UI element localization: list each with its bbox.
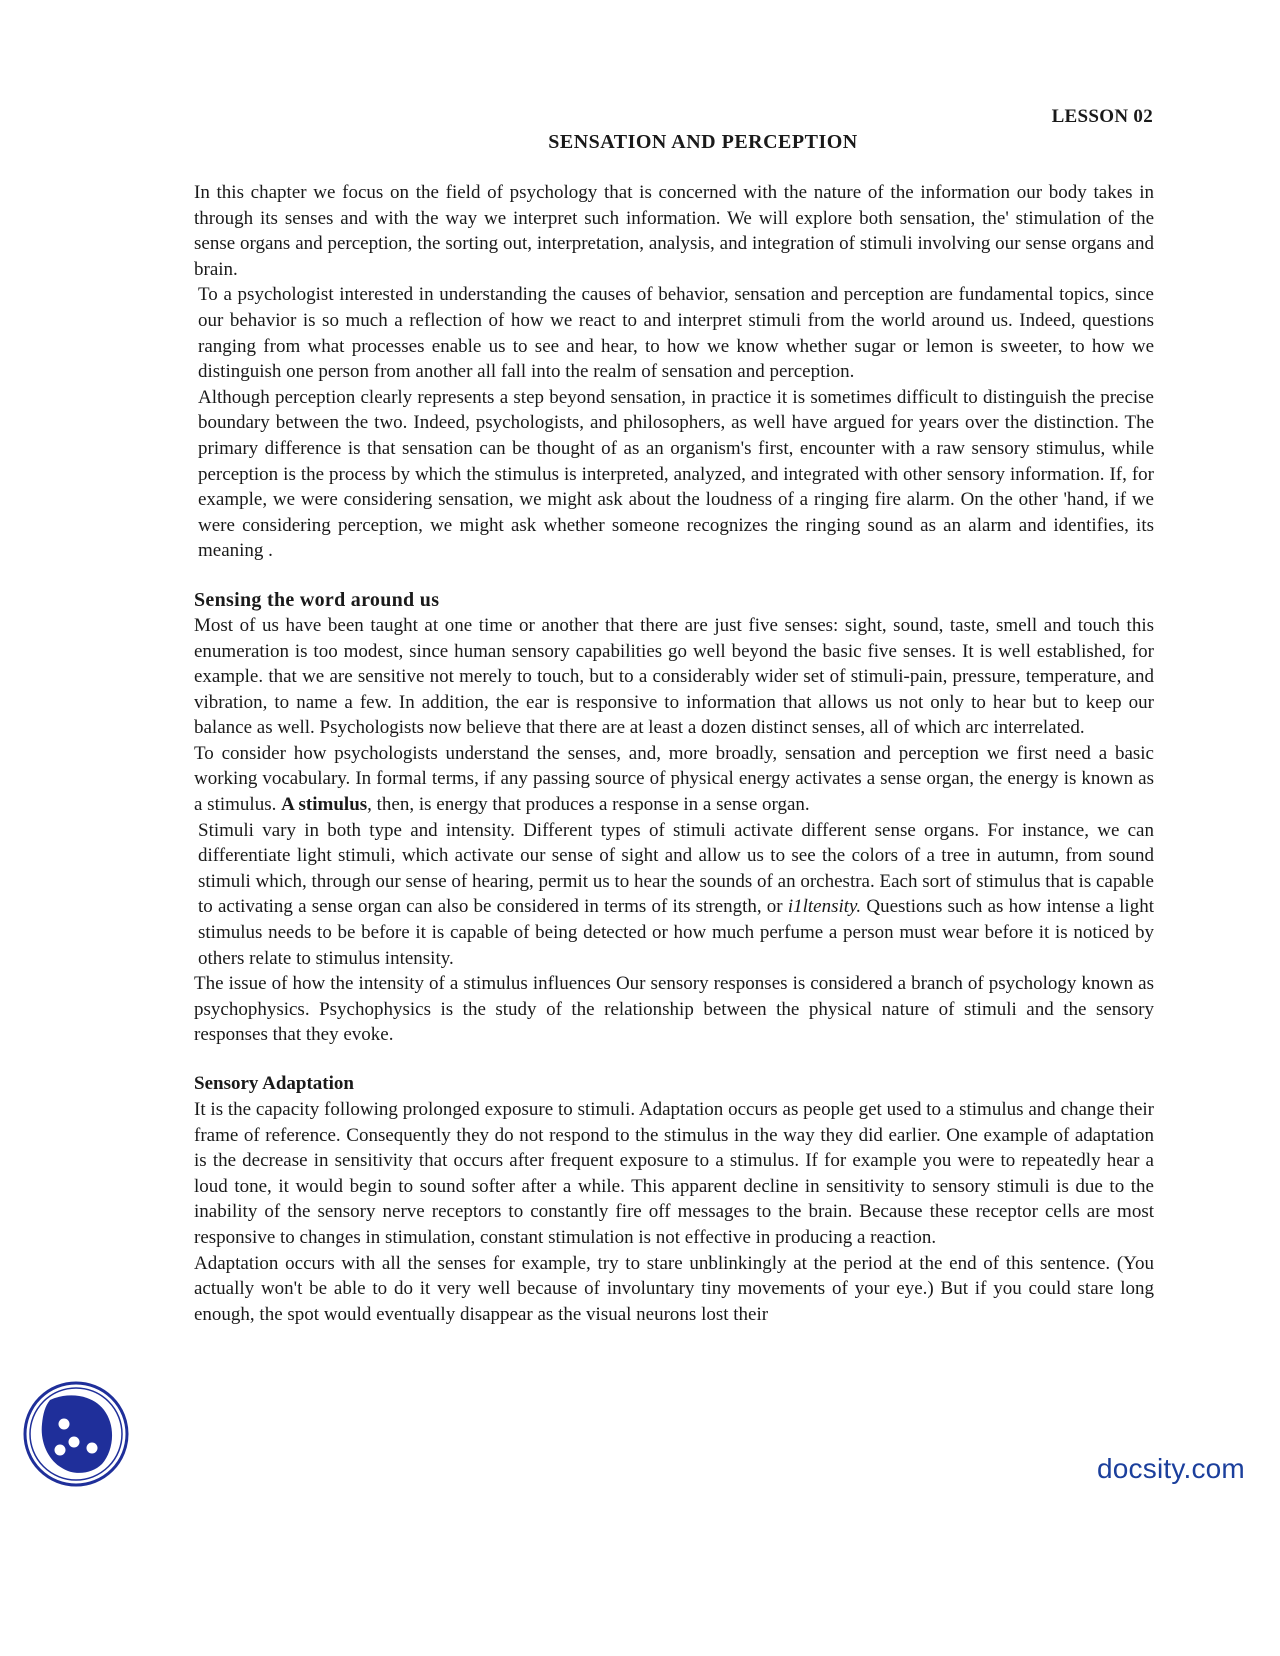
sensing-paragraph-2-text-a: To consider how psychologists understand the senses, and, more broadly, sensation and perception we first need a basic working vocabulary. In formal terms, if any passing source of physical energy activates a sense organ, the energy is known as a stimulus. bbox=[194, 742, 1154, 816]
adaptation-paragraph-2: Adaptation occurs with all the senses for example, try to stare unblinkingly at the period at the end of this sentence. (You actually won't be able to do it very well because of involuntary tiny movements of your eye.) But if you could stare long enough, the spot would eventually disappear as the visual neurons lost their bbox=[194, 1252, 1154, 1325]
sensing-paragraph-3-text-a: Stimuli vary in both type and intensity. Different types of stimuli activate different sense organs. For instance, we can differentiate light stimuli, which activate our sense of sight and allow us to see the colors of a tree in autumn, from sound stimuli which, through our sense of hearing, permit us to hear the sounds of an orchestra. Each sort of stimulus that is capable to activating a sense organ can also be considered in terms of its strength, or bbox=[198, 819, 1154, 918]
sensing-paragraph-2 bbox=[194, 741, 1154, 818]
sensing-paragraph-2-text-b: , then, is energy that produces a response in a sense organ. bbox=[367, 794, 810, 816]
sensing-paragraph-4: The issue of how the intensity of a stimulus influences Our sensory responses is considered a branch of psychology known as psychophysics. Psychophysics is the study of the relationship between the physical nature of stimuli and the sensory responses that they evoke. bbox=[194, 973, 1154, 1046]
sensing-paragraph-3 bbox=[194, 818, 1154, 972]
sensing-paragraph-3-text-b: Questions such as how intense a light stimulus needs to be before it is capable of being detected or how much perfume a person must wear before it is noticed by others relate to stimulus intensity. bbox=[198, 896, 1154, 969]
section-heading-adaptation: Sensory Adaptation bbox=[194, 1073, 354, 1094]
section-heading-sensing: Sensing the word around us bbox=[194, 588, 440, 611]
sensing-paragraph-1: Most of us have been taught at one time or another that there are just five senses: sight, sound, taste, smell and touch this enumeration is too modest, since human sensory capabilities go well beyond the basic five senses. It is well established, for example. that we are sensitive not merely to touch, but to a considerably wider set of stimuli-pain, pressure, temperature, and vibration, to name a few. In addition, the ear is responsive to information that allows us not only to hear but to keep our balance as well. Psychologists now believe that there are at least a dozen distinct senses, all of which arc interrelated. bbox=[194, 614, 1154, 739]
lesson-number: LESSON 02 bbox=[1051, 106, 1153, 127]
document-title: SENSATION AND PERCEPTION bbox=[548, 131, 858, 153]
intro-paragraph-3: Although perception clearly represents a step beyond sensation, in practice it is sometimes difficult to distinguish the precise boundary between the two. Indeed, psychologists, and philosophers, as well have argued for years over the distinction. The primary difference is that sensation can be thought of as an organism's first, encounter with a raw sensory stimulus, while perception is the process by which the stimulus is interpreted, analyzed, and integrated with other sensory information. If, for example, we were considering sensation, we might ask about the loudness of a ringing fire alarm. On the other 'hand, if we were considering perception, we might ask whether someone recognizes the ringing sound as an alarm and identifies, its meaning . bbox=[198, 386, 1154, 562]
adaptation-paragraph-1: It is the capacity following prolonged exposure to stimuli. Adaptation occurs as people get used to a stimulus and change their frame of reference. Consequently they do not respond to the stimulus in the way they did earlier. One example of adaptation is the decrease in sensitivity that occurs after frequent exposure to a stimulus. If for example you were to repeatedly hear a loud tone, it would begin to sound softer after a while. This apparent decline in sensitivity to sensory stimuli is due to the inability of the sensory nerve receptors to constantly fire off messages to the brain. Because these receptor cells are most responsive to changes in stimulation, constant stimulation is not effective in producing a reaction. bbox=[194, 1099, 1154, 1248]
intensity-term: i1ltensity. bbox=[787, 896, 862, 918]
intro-paragraph-2: To a psychologist interested in understanding the causes of behavior, sensation and perception are fundamental topics, since our behavior is so much a reflection of how we react to and interpret stimuli from the world around us. Indeed, questions ranging from what processes enable us to see and hear, to how we know whether sugar or lemon is sweeter, to how we distinguish one person from another all fall into the realm of sensation and perception. bbox=[198, 284, 1154, 383]
stimulus-term: A stimulus bbox=[281, 794, 368, 816]
intro-paragraph-1: In this chapter we focus on the field of psychology that is concerned with the nature of the information our body takes in through its senses and with the way we interpret such information. We will explore both sensation, the' stimulation of the sense organs and perception, the sorting out, interpretation, analysis, and integration of stimuli involving our sense organs and brain. bbox=[194, 182, 1154, 280]
docsity-logo-icon bbox=[22, 1380, 130, 1488]
document-body bbox=[194, 180, 1154, 1327]
docsity-watermark[interactable]: docsity.com bbox=[1097, 1453, 1245, 1484]
